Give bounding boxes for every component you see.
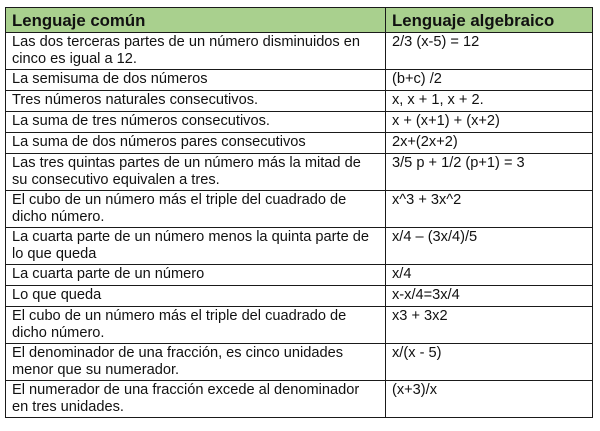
table-row: [6, 265, 593, 286]
common-language-cell: Lo que queda: [6, 286, 386, 307]
common-language-cell: La semisuma de dos números: [6, 70, 386, 91]
common-language-cell: El cubo de un número más el triple del cuadrado de dicho número.: [6, 307, 386, 344]
translation-table: [5, 7, 593, 418]
table-row: [6, 191, 593, 228]
common-language-cell: Tres números naturales consecutivos.: [6, 91, 386, 112]
common-language-cell: La cuarta parte de un número menos la quinta parte de lo que queda: [6, 228, 386, 265]
common-language-cell: La suma de dos números pares consecutivos: [6, 133, 386, 154]
algebraic-expression-cell: x/4 – (3x/4)/5: [386, 228, 593, 265]
header-lenguaje-algebraico: Lenguaje algebraico: [386, 8, 593, 33]
algebraic-expression-cell: x3 + 3x2: [386, 307, 593, 344]
table-row: [6, 133, 593, 154]
algebraic-expression-cell: 2/3 (x-5) = 12: [386, 33, 593, 70]
common-language-cell: El cubo de un número más el triple del cuadrado de dicho número.: [6, 191, 386, 228]
table-row: [6, 381, 593, 418]
translation-table-container: [5, 7, 592, 418]
table-row: [6, 112, 593, 133]
common-language-cell: El numerador de una fracción excede al denominador en tres unidades.: [6, 381, 386, 418]
table-row: [6, 91, 593, 112]
common-language-cell: La cuarta parte de un número: [6, 265, 386, 286]
algebraic-expression-cell: 3/5 p + 1/2 (p+1) = 3: [386, 154, 593, 191]
common-language-cell: La suma de tres números consecutivos.: [6, 112, 386, 133]
table-row: [6, 286, 593, 307]
common-language-cell: El denominador de una fracción, es cinco unidades menor que su numerador.: [6, 344, 386, 381]
algebraic-expression-cell: x + (x+1) + (x+2): [386, 112, 593, 133]
algebraic-expression-cell: (x+3)/x: [386, 381, 593, 418]
algebraic-expression-cell: x/(x - 5): [386, 344, 593, 381]
algebraic-expression-cell: x-x/4=3x/4: [386, 286, 593, 307]
algebraic-expression-cell: x/4: [386, 265, 593, 286]
table-row: [6, 33, 593, 70]
algebraic-expression-cell: 2x+(2x+2): [386, 133, 593, 154]
table-header-row: [6, 8, 593, 33]
common-language-cell: Las dos terceras partes de un número disminuidos en cinco es igual a 12.: [6, 33, 386, 70]
table-row: [6, 228, 593, 265]
header-lenguaje-comun: Lenguaje común: [6, 8, 386, 33]
table-row: [6, 154, 593, 191]
common-language-cell: Las tres quintas partes de un número más la mitad de su consecutivo equivalen a tres.: [6, 154, 386, 191]
table-row: [6, 307, 593, 344]
table-row: [6, 344, 593, 381]
algebraic-expression-cell: (b+c) /2: [386, 70, 593, 91]
algebraic-expression-cell: x^3 + 3x^2: [386, 191, 593, 228]
table-row: [6, 70, 593, 91]
algebraic-expression-cell: x, x + 1, x + 2.: [386, 91, 593, 112]
